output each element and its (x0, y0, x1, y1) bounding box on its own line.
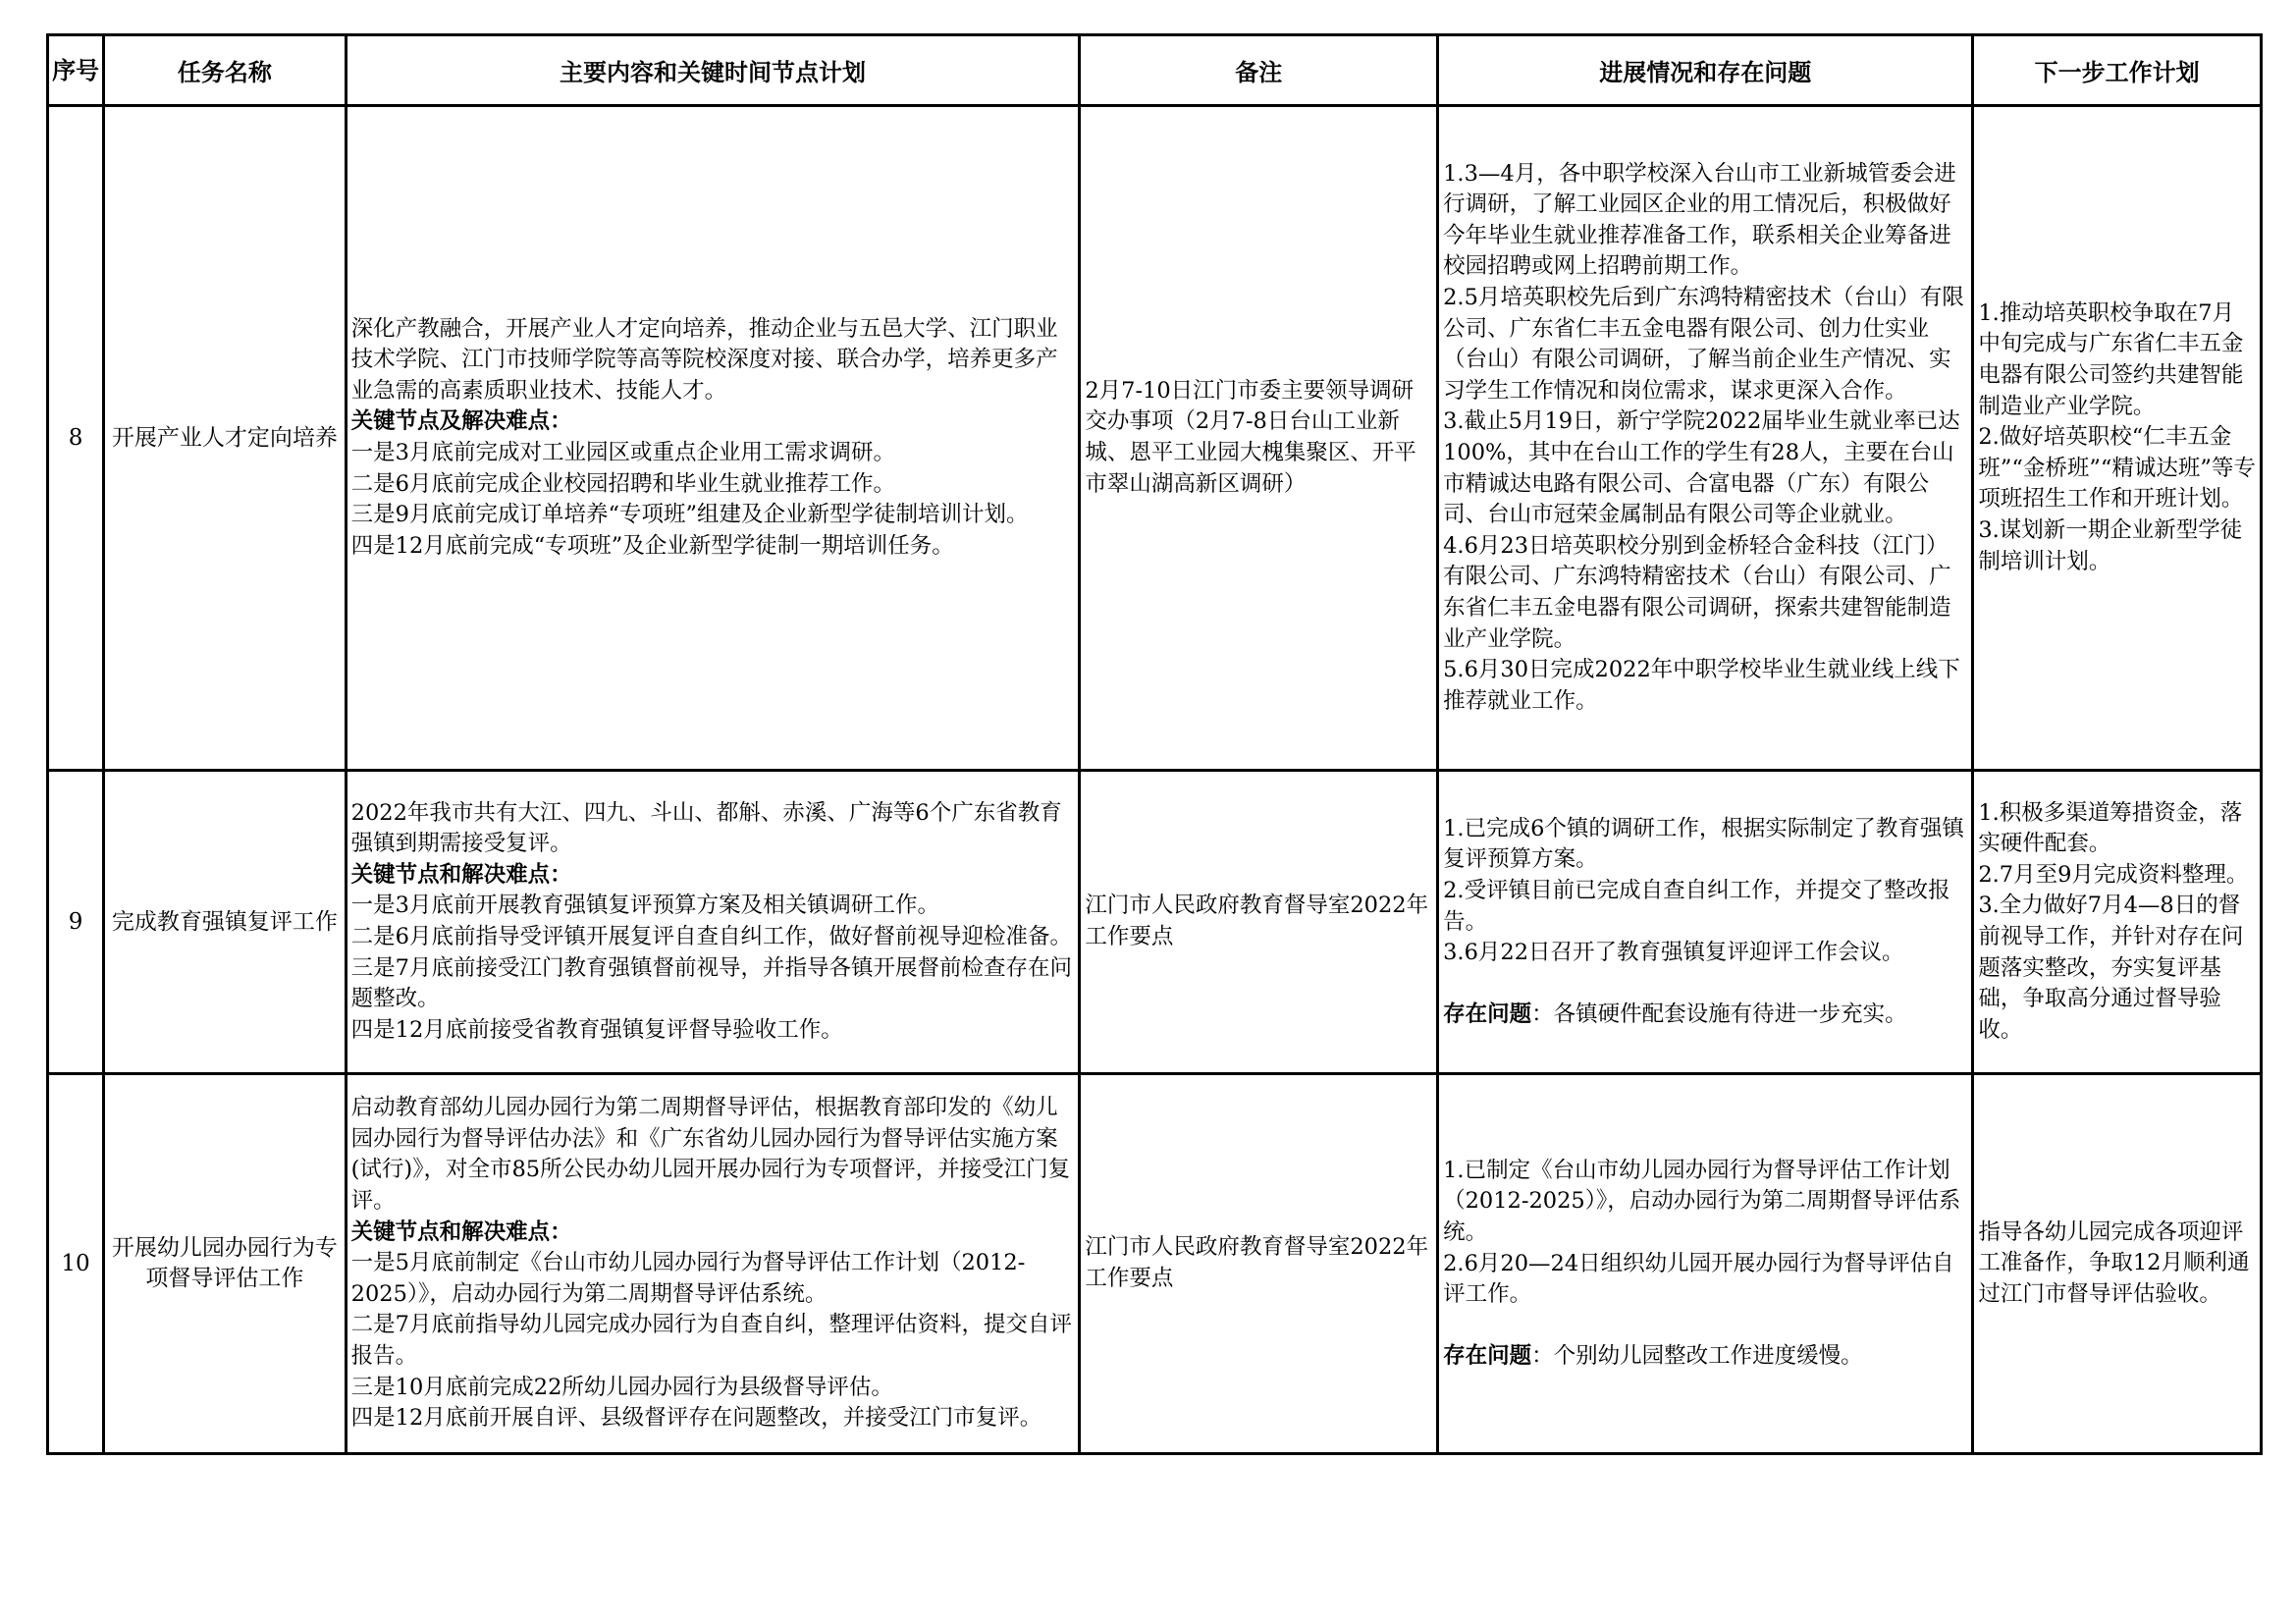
progress-item: 3.截止5月19日，新宁学院2022届毕业生就业率已达100%，其中在台山工作的学生有28人，主要在台山市精诚达电路有限公司、合富电器（广东）有限公司、台山市冠荣金属制品有限公司等企业就业。 (1443, 408, 1960, 528)
table-row (48, 771, 2262, 1074)
issue-label: 存在问题 (1443, 1001, 1532, 1027)
progress-item: 3.6月22日召开了教育强镇复评迎评工作会议。 (1443, 940, 1904, 966)
next-item: 指导各幼儿园完成各项迎评工准备作，争取12月顺利通过江门市督导评估验收。 (1978, 1218, 2250, 1307)
issue-label: 存在问题 (1443, 1342, 1532, 1369)
content-item: 一是3月底前开展教育强镇复评预算方案及相关镇调研工作。 (350, 893, 939, 919)
progress-item: 1.已完成6个镇的调研工作，根据实际制定了教育强镇复评预算方案。 (1443, 815, 1964, 873)
row-progress (1438, 771, 1973, 1074)
table-row (48, 106, 2262, 771)
work-progress-table (46, 33, 2263, 1455)
progress-item: 2.受评镇目前已完成自查自纠工作，并提交了整改报告。 (1443, 877, 1950, 935)
content-item: 二是6月底前完成企业校园招聘和毕业生就业推荐工作。 (350, 470, 895, 497)
row-next-plan (1973, 771, 2262, 1074)
table-header-row (48, 35, 2262, 106)
content-item: 二是6月底前指导受评镇开展复评自查自纠工作，做好督前视导迎检准备。 (350, 924, 1072, 949)
content-item: 四是12月底前完成“专项班”及企业新型学徒制一期培训任务。 (350, 532, 954, 559)
content-item: 三是10月底前完成22所幼儿园办园行为县级督导评估。 (350, 1374, 893, 1400)
row-task-name: 完成教育强镇复评工作 (104, 771, 347, 1074)
spacer (1443, 969, 1967, 1000)
row-next-plan (1973, 1074, 2262, 1454)
progress-item: 1.3—4月，各中职学校深入台山市工业新城管委会进行调研，了解工业园区企业的用工情况后，积极做好今年毕业生就业推荐准备工作，联系相关企业筹备进校园招聘或网上招聘前期工作。 (1443, 160, 1956, 280)
issue-text: ：个别幼儿园整改工作进度缓慢。 (1531, 1342, 1863, 1369)
progress-item: 2.6月20—24日组织幼儿园开展办园行为督导评估自评工作。 (1443, 1250, 1954, 1308)
table-row (48, 1074, 2262, 1454)
header-task-name: 任务名称 (104, 35, 347, 106)
issue-text: ：各镇硬件配套设施有待进一步充实。 (1531, 1001, 1907, 1027)
header-remark: 备注 (1080, 35, 1438, 106)
next-item: 1.积极多渠道筹措资金，落实硬件配套。 (1978, 799, 2243, 857)
row-seq: 9 (48, 771, 104, 1074)
content-item: 二是7月底前指导幼儿园完成办园行为自查自纠，整理评估资料，提交自评报告。 (350, 1312, 1072, 1369)
next-item: 1.推动培英职校争取在7月中旬完成与广东省仁丰五金电器有限公司签约共建智能制造业产业学院。 (1978, 299, 2244, 419)
content-key-title: 关键节点和解决难点： (350, 1218, 572, 1245)
row-seq: 8 (48, 106, 104, 771)
row-remark: 2月7-10日江门市委主要领导调研交办事项（2月7-8日台山工业新城、恩平工业园大槐集聚区、开平市翠山湖高新区调研） (1080, 106, 1438, 771)
header-next-plan: 下一步工作计划 (1973, 35, 2262, 106)
progress-issue (1443, 1341, 1967, 1373)
content-intro: 2022年我市共有大江、四九、斗山、都斛、赤溪、广海等6个广东省教育强镇到期需接受复评。 (350, 799, 1062, 857)
next-item: 2.7月至9月完成资料整理。 (1978, 861, 2249, 888)
row-task-name: 开展产业人才定向培养 (104, 106, 347, 771)
content-intro: 深化产教融合，开展产业人才定向培养，推动企业与五邑大学、江门职业技术学院、江门市技师学院等高等院校深度对接、联合办学，培养更多产业急需的高素质职业技术、技能人才。 (350, 315, 1058, 404)
row-task-name: 开展幼儿园办园行为专项督导评估工作 (104, 1074, 347, 1454)
content-key-title: 关键节点及解决难点： (350, 408, 572, 435)
row-seq: 10 (48, 1074, 104, 1454)
content-item: 三是9月底前完成订单培养“专项班”组建及企业新型学徒制培训计划。 (350, 502, 1029, 528)
header-progress: 进展情况和存在问题 (1438, 35, 1973, 106)
content-item: 四是12月底前接受省教育强镇复评督导验收工作。 (350, 1016, 843, 1043)
header-seq: 序号 (48, 35, 104, 106)
content-key-title: 关键节点和解决难点： (350, 861, 572, 888)
content-item: 三是7月底前接受江门教育强镇督前视导，并指导各镇开展督前检查存在问题整改。 (350, 954, 1072, 1012)
row-content (346, 106, 1080, 771)
progress-item: 2.5月培英职校先后到广东鸿特精密技术（台山）有限公司、广东省仁丰五金电器有限公司、创力仕实业（台山）有限公司调研，了解当前企业生产情况、实习学生工作情况和岗位需求，谋求更深入合作。 (1443, 285, 1964, 404)
row-remark: 江门市人民政府教育督导室2022年工作要点 (1080, 1074, 1438, 1454)
progress-item: 1.已制定《台山市幼儿园办园行为督导评估工作计划（2012-2025）》，启动办园行为第二周期督导评估系统。 (1443, 1157, 1961, 1245)
spacer (1443, 1311, 1967, 1341)
row-progress (1438, 1074, 1973, 1454)
content-item: 一是3月底前完成对工业园区或重点企业用工需求调研。 (350, 440, 895, 465)
progress-item: 4.6月23日培英职校分别到金桥轻合金科技（江门）有限公司、广东鸿特精密技术（台山）有限公司、广东省仁丰五金电器有限公司调研，探索共建智能制造业产业学院。 (1443, 532, 1951, 652)
progress-issue (1443, 1000, 1967, 1031)
content-item: 一是5月底前制定《台山市幼儿园办园行为督导评估工作计划（2012-2025）》，启动办园行为第二周期督导评估系统。 (350, 1250, 1026, 1307)
next-item: 3.全力做好7月4—8日的督前视导工作，并针对存在问题落实整改，夯实复评基础，争取高分通过督导验收。 (1978, 893, 2244, 1043)
content-item: 四是12月底前开展自评、县级督评存在问题整改，并接受江门市复评。 (350, 1405, 1042, 1432)
row-content (346, 771, 1080, 1074)
progress-item: 5.6月30日完成2022年中职学校毕业生就业线上线下推荐就业工作。 (1443, 657, 1960, 714)
header-content: 主要内容和关键时间节点计划 (346, 35, 1080, 106)
next-item: 2.做好培英职校“仁丰五金班”“金桥班”“精诚达班”等专项班招生工作和开班计划。 (1978, 424, 2256, 513)
content-intro: 启动教育部幼儿园办园行为第二周期督导评估，根据教育部印发的《幼儿园办园行为督导评估办法》和《广东省幼儿园办园行为督导评估实施方案(试行)》，对全市85所公民办幼儿园开展办园行为专项督评，并接受江门复评。 (350, 1095, 1071, 1215)
row-next-plan (1973, 106, 2262, 771)
row-remark: 江门市人民政府教育督导室2022年工作要点 (1080, 771, 1438, 1074)
row-content (346, 1074, 1080, 1454)
row-progress (1438, 106, 1973, 771)
next-item: 3.谋划新一期企业新型学徒制培训计划。 (1978, 516, 2243, 574)
